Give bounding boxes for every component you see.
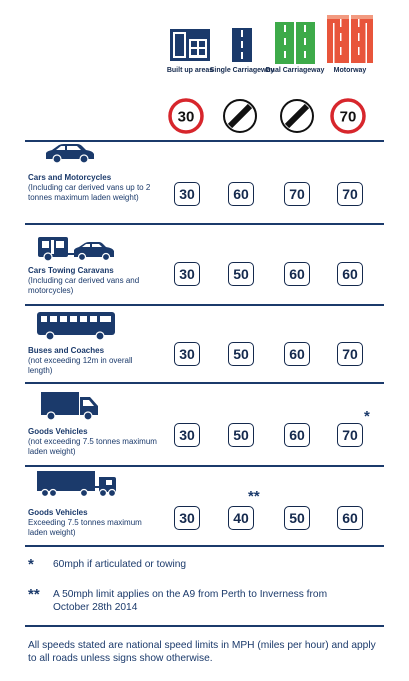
speed-value: 30 (174, 506, 200, 530)
row-divider (25, 545, 384, 547)
note-marker: ** (28, 586, 40, 603)
speed-value: 60 (284, 262, 310, 286)
note-text: 60mph if articulated or towing (53, 559, 187, 570)
speed-value: 60 (284, 423, 310, 447)
vehicle-name: Cars and Motorcycles (28, 173, 112, 182)
row-divider (25, 304, 384, 306)
speed-sign-70 (330, 98, 366, 134)
road-label-built-up: Built up areas (166, 67, 214, 74)
national-speed-limit-sign (222, 98, 258, 134)
speed-value: 50 (228, 262, 254, 286)
speed-value: 70 (337, 342, 363, 366)
footnote-marker-double: ** (248, 488, 260, 505)
car-towing-caravan-icon (36, 236, 116, 262)
road-label-single-carriageway: Single Carriageway (209, 67, 275, 74)
lorry-icon (36, 470, 118, 500)
built-up-area-icon (170, 29, 210, 61)
footer-divider (25, 625, 384, 627)
vehicle-name: Goods Vehicles (28, 508, 88, 517)
vehicle-name: Goods Vehicles (28, 427, 88, 436)
speed-value: 50 (284, 506, 310, 530)
speed-value: 60 (228, 182, 254, 206)
svg-text:30: 30 (177, 108, 195, 126)
road-label-dual-carriageway: Dual Carriageway (265, 67, 325, 74)
vehicle-name: Buses and Coaches (28, 346, 105, 355)
car-icon (44, 142, 96, 164)
vehicle-description: (Including car derived vans up to 2 tonnes maximum laden weight) (28, 183, 151, 202)
speed-value: 30 (174, 423, 200, 447)
speed-value: 60 (337, 262, 363, 286)
speed-sign-30 (168, 98, 204, 134)
row-divider (25, 465, 384, 467)
speed-value: 30 (174, 182, 200, 206)
road-label-motorway: Motorway (333, 67, 367, 74)
single-carriageway-icon (232, 28, 252, 62)
motorway-icon (327, 15, 373, 63)
speed-value: 60 (337, 506, 363, 530)
note-marker: * (28, 556, 34, 573)
note-text: A 50mph limit applies on the A9 from Perth to Inverness from October 28th 2014 (53, 589, 328, 613)
vehicle-name: Cars Towing Caravans (28, 266, 114, 275)
speed-value: 40 (228, 506, 254, 530)
speed-value: 70 (337, 182, 363, 206)
speed-value: 50 (228, 342, 254, 366)
speed-value: 30 (174, 342, 200, 366)
speed-value: 70 (284, 182, 310, 206)
van-icon (40, 391, 100, 421)
row-divider (25, 223, 384, 225)
vehicle-description: Exceeding 7.5 tonnes maximum laden weight) (28, 518, 142, 537)
footnote-marker-single: * (364, 408, 370, 425)
vehicle-description: (Including car derived vans and motorcycles) (28, 276, 140, 295)
row-divider (25, 382, 384, 384)
bus-icon (36, 311, 116, 341)
svg-text:70: 70 (339, 108, 357, 126)
speed-value: 70 (337, 423, 363, 447)
dual-carriageway-icon (275, 22, 315, 64)
vehicle-description: (not exceeding 12m in overall length) (28, 356, 133, 375)
footer-text: All speeds stated are national speed limits in MPH (miles per hour) and apply to all roads unless signs show otherwise. (28, 640, 376, 664)
national-speed-limit-sign (279, 98, 315, 134)
speed-value: 50 (228, 423, 254, 447)
speed-value: 60 (284, 342, 310, 366)
vehicle-description: (not exceeding 7.5 tonnes maximum laden weight) (28, 437, 157, 456)
speed-value: 30 (174, 262, 200, 286)
